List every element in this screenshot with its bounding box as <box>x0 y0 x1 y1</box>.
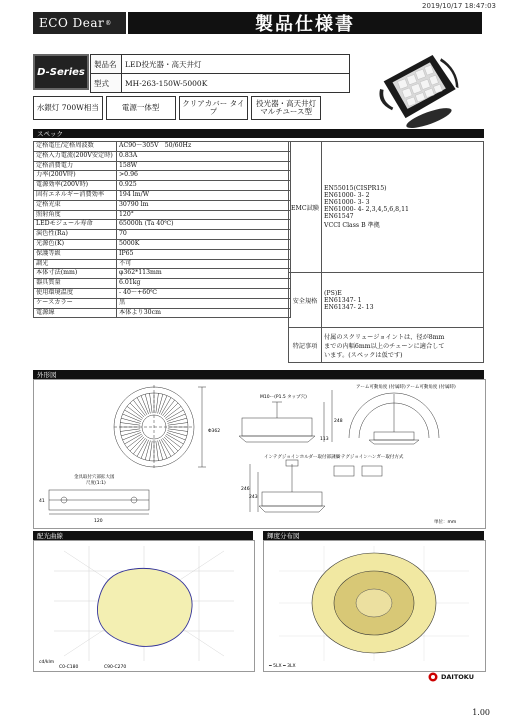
spec-row <box>34 171 291 181</box>
heatsink-fin <box>158 394 163 413</box>
spec-key: 照射角度 <box>34 210 117 220</box>
spec-key: 器具質量 <box>34 279 117 289</box>
curve-c90: C90-C270 <box>104 665 127 670</box>
spec-key: 定格消費電力 <box>34 161 117 171</box>
feature-item: 電源一体型 <box>106 96 176 120</box>
spec-key: 本体寸法(mm) <box>34 269 117 279</box>
spec-key: 保護等級 <box>34 249 117 259</box>
heatsink-fin <box>145 394 150 413</box>
spec-row <box>34 249 291 259</box>
spec-row <box>34 298 291 308</box>
spec-value: 6.01kg <box>117 279 291 289</box>
model-label: 型式 <box>91 74 122 93</box>
heatsink-fin <box>120 429 140 432</box>
spec-row <box>34 230 291 240</box>
unit-label: 単位：mm <box>434 520 457 525</box>
standard-label: 安全規格 <box>289 273 322 328</box>
spec-row <box>34 220 291 230</box>
feature-item: 投光器・高天井灯 マルチユース型 <box>251 96 321 120</box>
spec-key: 使用環境温度 <box>34 288 117 298</box>
standard-line: 付属のスクリュージョイントは、径が8mm <box>324 333 445 341</box>
standard-line: VCCI Class B 準拠 <box>324 222 380 229</box>
spec-value: 黒 <box>117 298 291 308</box>
spec-value: 5000K <box>117 239 291 249</box>
standard-line: EN61000- 3- 2 <box>324 192 370 199</box>
standard-line: います。(スペックは仮です) <box>324 351 403 359</box>
light-curve-title: 配光曲線 <box>37 531 73 540</box>
dim-120: 120 <box>94 519 103 524</box>
standard-line: EN61347- 1 <box>324 296 362 304</box>
dim-248: 248 <box>334 419 343 424</box>
daitoku-logo-icon <box>428 672 438 682</box>
standard-label: 特記事項 <box>289 328 322 363</box>
spec-section-header <box>33 129 484 138</box>
illuminance-chart <box>264 541 485 671</box>
illuminance-legend: ━ 5LX ━ 3LX <box>269 664 296 669</box>
product-name-label: 製品名 <box>91 55 122 74</box>
heatsink-fin <box>121 431 140 436</box>
spec-row <box>34 269 291 279</box>
mount-title: 金具取付穴部拡大図 <box>74 475 115 480</box>
standard-line: EN55015(CISPR15) <box>324 185 387 192</box>
spec-row <box>34 190 291 200</box>
company-logo <box>428 672 474 682</box>
illuminance-contour-core <box>356 589 392 617</box>
spec-value: 不可 <box>117 259 291 269</box>
spec-value: - 40～+60℃ <box>117 288 291 298</box>
feature-item: 水銀灯 700W相当 <box>33 96 103 120</box>
light-curve-chart <box>34 541 254 671</box>
standard-values <box>322 273 484 328</box>
arm-angle-label: アーム可動角度 (付属時) <box>406 385 456 390</box>
spec-row <box>34 259 291 269</box>
spec-value: 0.925 <box>117 181 291 191</box>
spec-value: 30790 lm <box>117 200 291 210</box>
spec-key: 定格光束 <box>34 200 117 210</box>
heatsink-fin <box>156 393 159 413</box>
spec-row <box>34 210 291 220</box>
spec-key: 電源効率(200V時) <box>34 181 117 191</box>
spec-row <box>34 142 291 152</box>
outline-drawing <box>34 380 485 528</box>
spec-value: AC90～305V 50/60Hz <box>117 142 291 152</box>
company-name: DAITOKU <box>440 673 474 681</box>
timestamp: 2019/10/17 18:47:03 <box>421 2 496 10</box>
brand-logo <box>33 12 126 34</box>
light-curve-panel <box>33 540 255 672</box>
spec-value: 70 <box>117 230 291 240</box>
spec-key: 定格電圧/定格周波数 <box>34 142 117 152</box>
heatsink-fin <box>158 441 163 460</box>
standard-values <box>322 142 484 273</box>
spec-value: 120° <box>117 210 291 220</box>
spec-key: 演色性(Ra) <box>34 230 117 240</box>
heatsink-fin <box>145 441 150 460</box>
spec-value: 0.83A <box>117 151 291 161</box>
curve-unit: cd/klm <box>39 660 55 665</box>
spec-key: 調光 <box>34 259 117 269</box>
heatsink-fin <box>120 423 140 426</box>
product-table <box>90 54 350 93</box>
spec-value: 65000h (Ta 40℃) <box>117 220 291 230</box>
heatsink-fin <box>121 418 140 423</box>
brand-reg: ® <box>105 19 112 27</box>
joint-hanger-label: インテグジョインハンガー取付方式 <box>332 455 404 460</box>
model-value: MH-263-150W-5000K <box>122 74 350 93</box>
spec-value: 本体より30cm <box>117 308 291 318</box>
light-curve-area <box>97 568 192 646</box>
spec-row <box>34 308 291 318</box>
spec-value: 158W <box>117 161 291 171</box>
spec-value: φ362*113mm <box>117 269 291 279</box>
heatsink-fin <box>168 423 188 426</box>
spec-value: 194 lm/W <box>117 190 291 200</box>
standard-label: EMC試験 <box>289 142 322 273</box>
spec-row <box>34 279 291 289</box>
spec-row <box>34 151 291 161</box>
curve-c0: C0-C180 <box>59 665 79 670</box>
standard-line: EN61547 <box>324 213 354 220</box>
series-badge: D-Series <box>33 54 89 90</box>
heatsink-fin <box>168 429 188 432</box>
drawing-section-header <box>33 370 484 379</box>
joint-holder-label: インテグジョインホルダー取付部詳細 <box>264 455 341 460</box>
standard-line: までの内幅6mm以上のチェーンに適合して <box>324 342 445 350</box>
outline-drawing-panel <box>33 379 486 529</box>
mount-scale: 尺度(1:1) <box>86 481 106 486</box>
arm-angle-label: アーム可動角度 (付属時) <box>356 385 406 390</box>
heatsink-fin <box>168 418 187 423</box>
dim-246: 246 <box>241 487 250 492</box>
illuminance-title: 輝度分布図 <box>267 531 310 540</box>
standard-line: EN61347- 2- 13 <box>324 303 374 311</box>
spec-key: LEDモジュール寿命 <box>34 220 117 230</box>
dim-243: 243 <box>249 495 258 500</box>
spec-key: 電源線 <box>34 308 117 318</box>
spec-row <box>34 288 291 298</box>
drawing-section-title: 外形図 <box>37 370 67 379</box>
heatsink-fin <box>156 441 159 461</box>
brand-name: ECO Dear <box>39 16 105 30</box>
document-title: 製品仕様書 <box>128 12 482 34</box>
dim-41: 41 <box>39 499 45 504</box>
spec-row <box>34 181 291 191</box>
standard-line: EN61000- 4- 2,3,4,5,6,8,11 <box>324 206 409 213</box>
dim-diameter: Φ362 <box>208 429 221 434</box>
spec-key: 定格入力電流(200V安定時) <box>34 151 117 161</box>
spec-key: 固有エネルギー消費効率 <box>34 190 117 200</box>
product-name-value: LED投光器・高天井灯 <box>122 55 350 74</box>
standards-table <box>288 141 484 363</box>
feature-item: クリアカバー タイプ <box>179 96 249 120</box>
standard-line: EN61000- 3- 3 <box>324 199 370 206</box>
standard-values <box>322 328 484 363</box>
illuminance-header <box>263 531 484 540</box>
standard-line: (PS)E <box>324 289 342 297</box>
illuminance-panel <box>263 540 486 672</box>
m10-label: M10ー(P1.5 タップ穴) <box>260 395 307 400</box>
spec-value: IP65 <box>117 249 291 259</box>
light-curve-header <box>33 531 253 540</box>
heatsink-fin <box>150 441 153 461</box>
heatsink-fin <box>150 393 153 413</box>
spec-row <box>34 239 291 249</box>
spec-key: ケースカラー <box>34 298 117 308</box>
page-number: 1.00 <box>472 708 490 717</box>
spec-key: 光源色(K) <box>34 239 117 249</box>
spec-section-title: スペック <box>37 129 73 138</box>
spec-value: >0.96 <box>117 171 291 181</box>
spec-table <box>33 141 291 318</box>
feature-list <box>33 96 321 120</box>
dim-113: 113 <box>320 437 329 442</box>
spec-key: 力率(200V時) <box>34 171 117 181</box>
product-photo <box>368 40 468 136</box>
heatsink-fin <box>168 431 187 436</box>
spec-row <box>34 161 291 171</box>
spec-row <box>34 200 291 210</box>
